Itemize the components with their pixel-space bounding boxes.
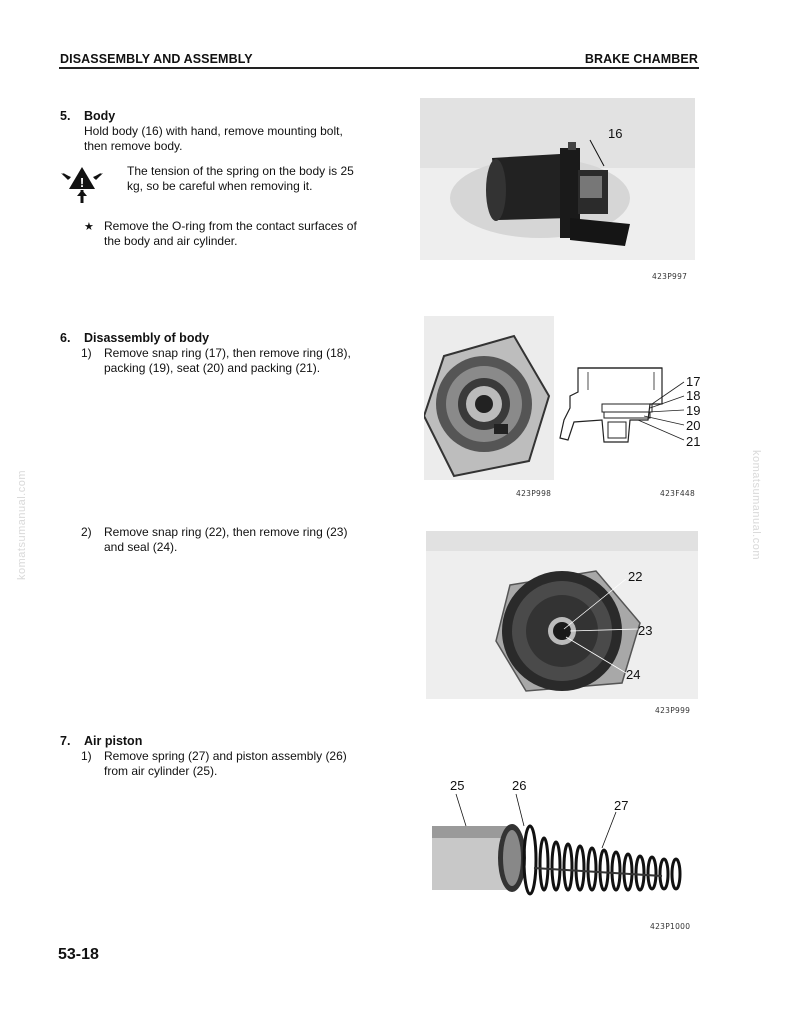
caption-423P999: 423P999 xyxy=(655,706,691,715)
section-7-step-1-text xyxy=(104,749,347,778)
section-7-title: Air piston xyxy=(84,734,143,748)
photo-body-removal xyxy=(420,98,695,260)
section-6-step-1 xyxy=(81,346,381,376)
section-5-text xyxy=(84,124,343,153)
section-6-step-1-line1: Remove snap ring (17), then remove ring (18), xyxy=(104,346,351,360)
section-5-text-line2: then remove body. xyxy=(84,138,183,153)
photo-body-removal-drawing xyxy=(420,98,695,260)
section-5-text-line1: Hold body (16) with hand, remove mounting bolt, xyxy=(84,124,343,138)
section-5-note-line2: the body and air cylinder. xyxy=(104,233,238,248)
note-star-icon: ★ xyxy=(84,221,94,233)
section-5-note xyxy=(104,219,357,248)
photo-body-snap-ring-drawing xyxy=(424,316,554,480)
callout-27: 27 xyxy=(614,798,629,813)
photo-air-piston-drawing xyxy=(426,772,698,910)
caption-423P997: 423P997 xyxy=(652,272,688,281)
section-6-step-2-number: 2) xyxy=(81,525,92,539)
section-5-heading xyxy=(60,109,115,123)
header-chapter-title: BRAKE CHAMBER xyxy=(584,52,698,66)
callout-24: 24 xyxy=(626,667,641,682)
callout-16: 16 xyxy=(608,126,623,141)
photo-body-snap-ring xyxy=(424,316,554,480)
section-6-step-2-line1: Remove snap ring (22), then remove ring (23) xyxy=(104,525,348,539)
caption-423P1000: 423P1000 xyxy=(650,922,691,931)
drawing-body-cross-section-lines xyxy=(558,360,700,455)
watermark-left: komatsumanual.com xyxy=(16,470,28,580)
callout-21: 21 xyxy=(686,434,700,449)
section-6-step-2-text xyxy=(104,525,347,554)
section-7-step-1-line1: Remove spring (27) and piston assembly (26) xyxy=(104,749,347,763)
callout-26: 26 xyxy=(512,778,527,793)
section-7-step-1 xyxy=(81,749,381,779)
section-6-step-1-text xyxy=(104,346,351,375)
svg-text:!: ! xyxy=(79,175,85,190)
caption-423P998: 423P998 xyxy=(516,489,552,498)
photo-air-piston xyxy=(426,772,698,910)
section-7-number: 7. xyxy=(60,734,71,748)
section-5-warning xyxy=(127,164,354,193)
warning-icon xyxy=(59,165,105,205)
photo-snap-ring-seal-drawing xyxy=(426,531,698,699)
photo-snap-ring-seal xyxy=(426,531,698,699)
section-6-title: Disassembly of body xyxy=(84,331,210,345)
section-7-heading xyxy=(60,734,142,748)
header-rule xyxy=(59,67,699,69)
section-6-step-1-number: 1) xyxy=(81,346,92,360)
callout-20: 20 xyxy=(686,418,700,433)
section-6-step-2 xyxy=(81,525,381,555)
callout-22: 22 xyxy=(628,569,643,584)
callout-18: 18 xyxy=(686,388,700,403)
section-6-heading xyxy=(60,331,209,345)
caption-423F448: 423F448 xyxy=(660,489,696,498)
section-5-number: 5. xyxy=(60,109,71,123)
callout-19: 19 xyxy=(686,403,700,418)
section-5-warning-line2: kg, so be careful when removing it. xyxy=(127,178,313,193)
header-section-title: DISASSEMBLY AND ASSEMBLY xyxy=(60,52,253,66)
section-5-title: Body xyxy=(84,109,116,123)
drawing-body-cross-section xyxy=(558,360,700,455)
section-6-step-2-line2: and seal (24). xyxy=(104,539,178,554)
section-7-step-1-line2: from air cylinder (25). xyxy=(104,763,218,778)
section-7-step-1-number: 1) xyxy=(81,749,92,763)
section-5-warning-line1: The tension of the spring on the body is 25 xyxy=(127,164,354,178)
callout-25: 25 xyxy=(450,778,465,793)
section-5-note-line1: Remove the O-ring from the contact surfaces of xyxy=(104,219,357,233)
section-6-step-1-line2: packing (19), seat (20) and packing (21). xyxy=(104,360,321,375)
callout-17: 17 xyxy=(686,374,700,389)
section-6-number: 6. xyxy=(60,331,71,345)
page-number: 53-18 xyxy=(58,946,99,963)
callout-23: 23 xyxy=(638,623,653,638)
watermark-right: komatsumanual.com xyxy=(750,450,762,560)
